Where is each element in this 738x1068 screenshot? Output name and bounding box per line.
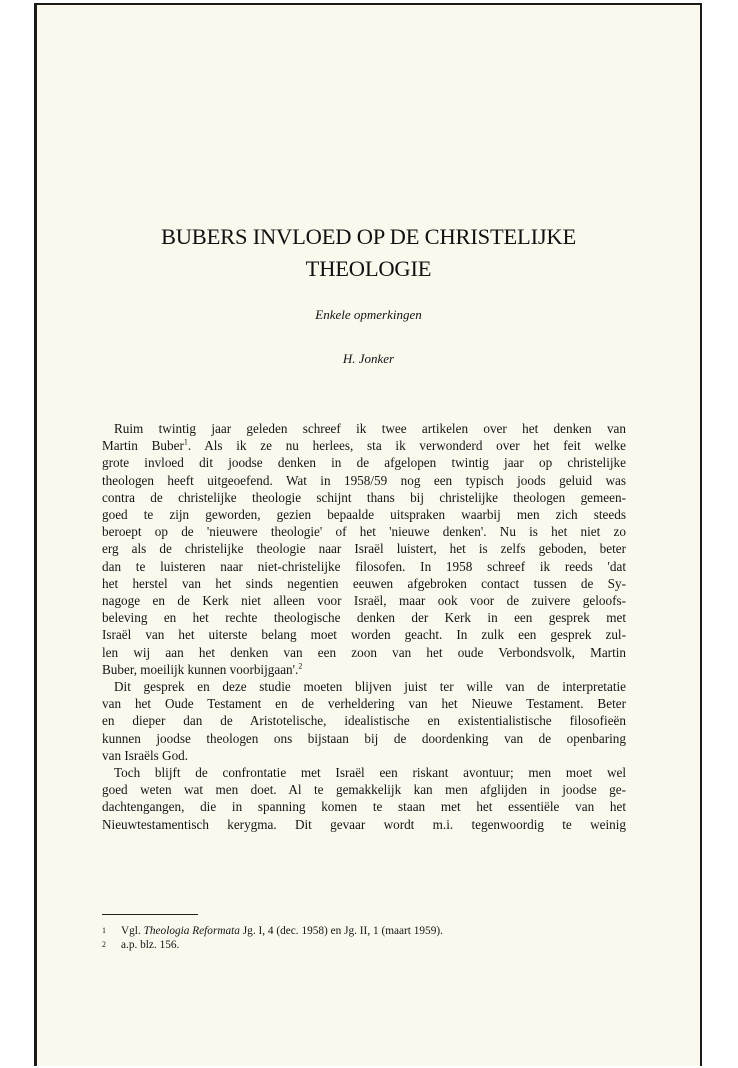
paragraph-3 — [102, 764, 626, 833]
footnote-1: 1 Vgl. Theologia Reformata Jg. I, 4 (dec. 1958) en Jg. II, 1 (maart 1959). — [102, 925, 443, 937]
body-line: het herstel van het sinds negentien eeuwen afgebroken contact tussen de Sy- — [102, 575, 626, 591]
article-title — [37, 221, 700, 285]
body-line: len wij aan het denken van een zoon van het oude Verbondsvolk, Martin — [102, 644, 626, 660]
body-line: van Israëls God. — [102, 747, 189, 763]
body-line: beleving en het rechte theologische denken der Kerk in een gesprek met — [102, 610, 626, 626]
footnote-divider — [102, 914, 198, 915]
body-line: kunnen joodse theologen ons bijstaan bij de doordenking van de openbaring — [102, 730, 626, 746]
body-line: nagoge en de Kerk niet alleen voor Israël, maar ook voor de zuivere geloofs- — [102, 593, 626, 609]
body-line: goed te zijn geworden, gezien bepaalde uitspraken waarbij men zich steeds — [102, 507, 626, 523]
body-line: Toch blijft de confrontatie met Israël een riskant avontuur; men moet wel — [114, 765, 626, 781]
body-line: theologen heeft uitgeoefend. Wat in 1958/59 nog een typisch joods geluid was — [102, 472, 626, 488]
footnotes — [102, 924, 626, 952]
footnote-mark: 1 — [102, 926, 106, 935]
body-line: Ruim twintig jaar geleden schreef ik twee artikelen over het denken van — [114, 421, 626, 436]
body-line: dan te luisteren naar niet-christelijke filosofen. In 1958 schreef ik reeds 'dat — [102, 558, 626, 574]
body-line: Dit gesprek en deze studie moeten blijven juist ter wille van de interpretatie — [114, 679, 626, 695]
footnote-mark: 2 — [102, 940, 106, 949]
footnote-ref-1: 1 — [183, 437, 188, 447]
title-line-2: THEOLOGIE — [305, 256, 432, 281]
body-line: Israël van het uiterste belang moet worden geacht. In zulk een gesprek zul- — [102, 627, 626, 643]
body-line: erg als de christelijke theologie naar Israël luistert, het is zelfs geboden, beter — [102, 541, 626, 557]
body-line: Martin Buber$^1$. Als ik ze nu herlees, sta ik verwonderd over het feit welke — [102, 437, 627, 454]
body-line: dachtengangen, die in spanning komen te staan met het essentiële van het — [102, 799, 626, 815]
body-line: grote invloed dit joodse denken in de afgelopen twintig jaar op christelijke — [102, 455, 626, 471]
footnote-2: 2 a.p. blz. 156. — [102, 939, 180, 951]
title-line-1: BUBERS INVLOED OP DE CHRISTELIJKE — [160, 224, 577, 249]
article-author: H. Jonker — [342, 351, 395, 366]
article-body — [102, 420, 626, 833]
body-line: Nieuwtestamentisch kerygma. Dit gevaar wordt m.i. tegenwoordig te weinig — [102, 816, 626, 832]
paragraph-2 — [102, 678, 626, 764]
footnote-ref-2: 2 — [298, 661, 303, 671]
body-line: Buber, moeilijk kunnen voorbijgaan'.$^2$ — [102, 661, 303, 677]
body-line: contra de christelijke theologie schijnt thans bij christelijke theologen gemeen- — [102, 489, 626, 505]
paragraph-1 — [102, 420, 626, 678]
body-line: beroept op de 'nieuwere theologie' of het 'nieuwe denken'. Nu is het niet zo — [102, 524, 626, 540]
body-line: van het Oude Testament en de verheldering van het Nieuwe Testament. Beter — [102, 696, 626, 712]
body-line: en dieper dan de Aristotelische, idealistische en existentialistische filosofieën — [102, 713, 626, 729]
article-subtitle: Enkele opmerkingen — [315, 307, 422, 322]
body-line: goed weten wat men doet. Al te gemakkelijk kan men afglijden in joodse ge- — [102, 782, 626, 798]
